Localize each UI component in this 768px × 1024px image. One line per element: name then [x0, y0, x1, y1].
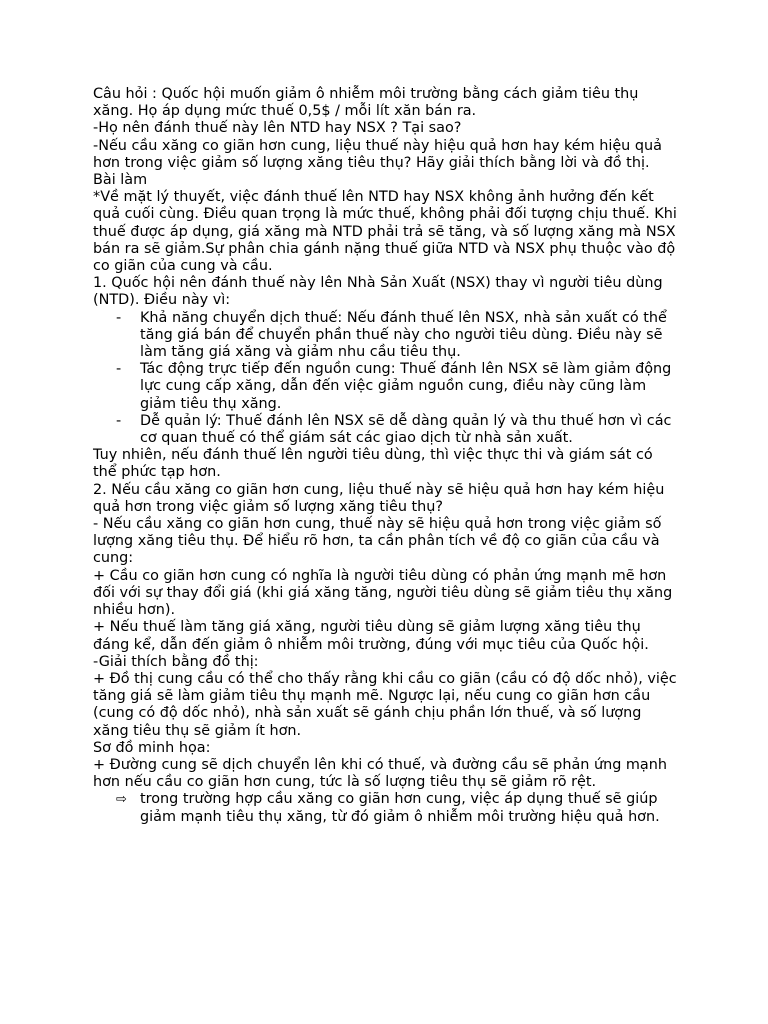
- answer-1-heading: 1. Quốc hội nên đánh thuế này lên Nhà Sản Xuất (NSX) thay vì người tiêu dùng (NTD). Điều này vì:: [93, 275, 663, 309]
- conclusion-text: trong trường hợp cầu xăng co giãn hơn cung, việc áp dụng thuế sẽ giúp giảm mạnh tiêu thụ xăng, từ đó giảm ô nhiễm môi trường hiệu quả hơn.: [140, 791, 660, 825]
- answer-heading: Bài làm: [93, 172, 148, 189]
- question-text: Câu hỏi : Quốc hội muốn giảm ô nhiễm môi trường bằng cách giảm tiêu thụ xăng. Họ áp dụng mức thuế 0,5$ / mỗi lít xăn bán ra.: [93, 86, 639, 120]
- bullet-marker: -: [116, 361, 122, 378]
- list-item-text: Tác động trực tiếp đến nguồn cung: Thuế đánh lên NSX sẽ làm giảm động lực cung cấp xăng, dẫn đến việc giảm nguồn cung, điều này cũng làm giảm tiêu thụ xăng.: [140, 361, 672, 412]
- reason-list: [93, 310, 678, 448]
- answer-2-heading: 2. Nếu cầu xăng co giãn hơn cung, liệu thuế này sẽ hiệu quả hơn hay kém hiệu quả hơn trong việc giảm số lượng xăng tiêu thụ?: [93, 481, 665, 515]
- diagram-explanation: + Đường cung sẽ dịch chuyển lên khi có thuế, và đường cầu sẽ phản ứng mạnh hơn nếu cầu co giãn hơn cung, tức là số lượng tiêu thụ sẽ giảm rõ rệt.: [93, 756, 667, 791]
- bullet-marker: -: [116, 412, 122, 429]
- graph-heading: -Giải thích bằng đồ thị:: [93, 653, 259, 670]
- tax-effect-point: + Nếu thuế làm tăng giá xăng, người tiêu dùng sẽ giảm lượng xăng tiêu thụ đáng kể, dẫn đến giảm ô nhiễm môi trường, đúng với mục tiêu của Quốc hội.: [93, 619, 649, 653]
- list-item: [93, 413, 678, 447]
- list-item: [93, 361, 678, 413]
- elasticity-paragraph: - Nếu cầu xăng co giãn hơn cung, thuế này sẽ hiệu quả hơn trong việc giảm số lượng xăng tiêu thụ. Để hiểu rõ hơn, ta cần phân tích về độ co giãn của cầu và cung:: [93, 516, 662, 567]
- theory-paragraph: *Về mặt lý thuyết, việc đánh thuế lên NTD hay NSX không ảnh hưởng đến kết quả cuối cùng. Điều quan trọng là mức thuế, không phải đối tượng chịu thuế. Khi thuế được áp dụng, giá xăng mà NTD phải trả sẽ tăng, và số lượng xăng mà NSX bán ra sẽ giảm.Sự phân chia gánh nặng thuế giữa NTD và NSX phụ thuộc vào độ co giãn của cung và cầu.: [93, 189, 677, 275]
- consumer-tax-note: Tuy nhiên, nếu đánh thuế lên người tiêu dùng, thì việc thực thi và giám sát có thể phức tạp hơn.: [93, 447, 653, 481]
- list-item-text: Khả năng chuyển dịch thuế: Nếu đánh thuế lên NSX, nhà sản xuất có thể tăng giá bán để chuyển phần thuế này cho người tiêu dùng. Điều này sẽ làm tăng giá xăng và giảm nhu cầu tiêu thụ.: [140, 309, 667, 361]
- question-part-1: -Họ nên đánh thuế này lên NTD hay NSX ? Tại sao?: [93, 120, 462, 137]
- conclusion-item: [93, 791, 678, 825]
- list-item: [93, 310, 678, 362]
- graph-explanation: + Đồ thị cung cầu có thể cho thấy rằng khi cầu co giãn (cầu có độ dốc nhỏ), việc tăng giá sẽ làm giảm tiêu thụ mạnh mẽ. Ngược lại, nếu cung co giãn hơn cầu (cung có độ dốc nhỏ), nhà sản xuất sẽ gánh chịu phần lớn thuế, và số lượng xăng tiêu thụ sẽ giảm ít hơn.: [93, 670, 677, 739]
- arrow-right-icon: ⇨: [116, 792, 127, 808]
- question-part-2: -Nếu cầu xăng co giãn hơn cung, liệu thuế này hiệu quả hơn hay kém hiệu quả hơn trong việc giảm số lượng xăng tiêu thụ? Hãy giải thích bằng lời và đồ thị.: [93, 137, 662, 171]
- bullet-marker: -: [116, 309, 122, 326]
- diagram-heading: Sơ đồ minh họa:: [93, 739, 211, 756]
- elastic-demand-point: + Cầu co giãn hơn cung có nghĩa là người tiêu dùng có phản ứng mạnh mẽ hơn đối với sự thay đổi giá (khi giá xăng tăng, người tiêu dùng sẽ giảm tiêu thụ xăng nhiều hơn).: [93, 567, 673, 619]
- list-item-text: Dễ quản lý: Thuế đánh lên NSX sẽ dễ dàng quản lý và thu thuế hơn vì các cơ quan thuế có thể giám sát các giao dịch từ nhà sản xuất.: [140, 412, 672, 447]
